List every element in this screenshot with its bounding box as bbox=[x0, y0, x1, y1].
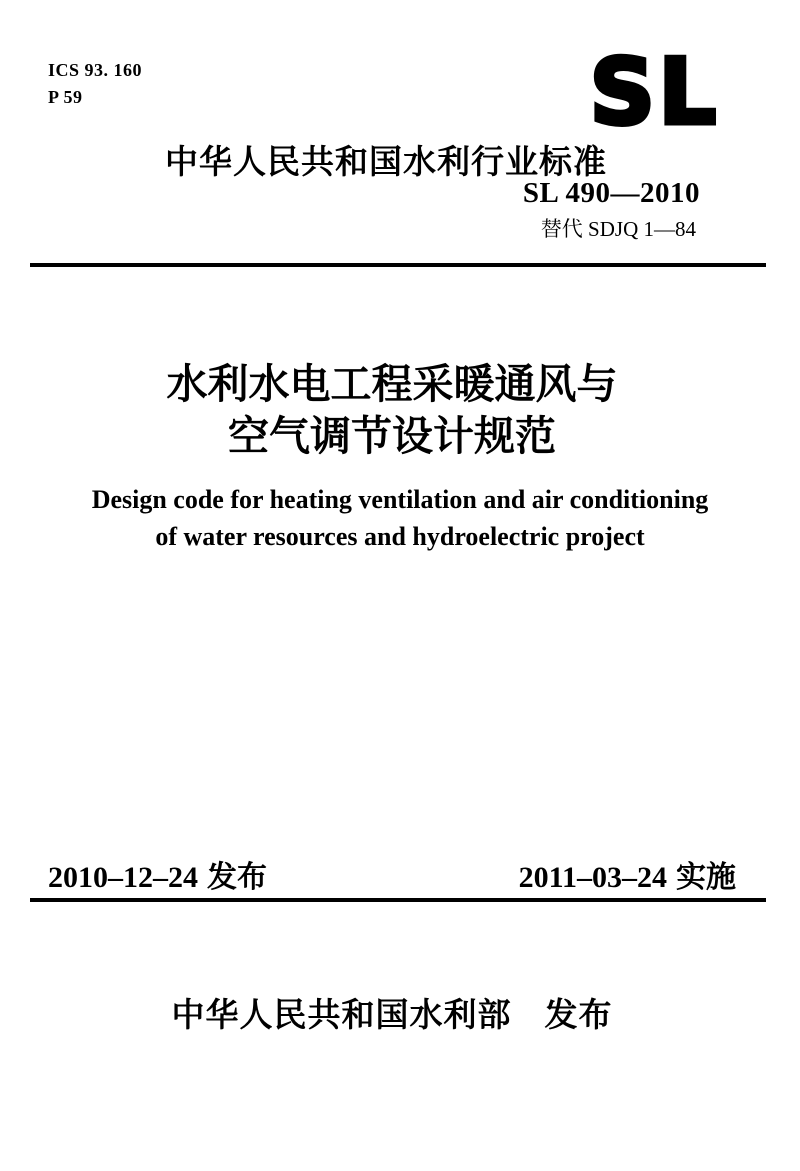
classification-code: P 59 bbox=[48, 87, 83, 107]
chinese-title-line2: 空气调节设计规范 bbox=[228, 413, 556, 459]
implement-date-label: 实施 bbox=[676, 861, 736, 894]
english-title-line1: Design code for heating ventilation and air conditioning bbox=[91, 485, 709, 514]
replaces-note: 替代 SDJQ 1—84 bbox=[540, 217, 696, 241]
top-divider-rule bbox=[30, 263, 766, 267]
sl-logo: SL bbox=[589, 40, 720, 145]
issue-date: 2010–12–24 bbox=[48, 861, 198, 894]
ics-classification-block bbox=[48, 57, 142, 111]
english-title bbox=[0, 481, 800, 555]
standard-type-heading: 中华人民共和国水利行业标准 bbox=[165, 143, 607, 180]
dates-row bbox=[48, 852, 736, 896]
chinese-title bbox=[0, 358, 784, 462]
publisher-action: 发布 bbox=[544, 996, 613, 1033]
chinese-title-line1: 水利水电工程采暖通风与 bbox=[166, 361, 618, 407]
publisher-line bbox=[0, 989, 784, 1036]
bottom-divider-rule bbox=[30, 898, 766, 902]
english-title-line2: of water resources and hydroelectric project bbox=[155, 522, 645, 551]
publisher-name: 中华人民共和国水利部 bbox=[171, 996, 512, 1033]
ics-code: ICS 93. 160 bbox=[48, 60, 143, 80]
issue-date-group bbox=[48, 852, 267, 896]
standard-number: SL 490—2010 bbox=[522, 177, 700, 209]
implement-date-group bbox=[519, 852, 736, 896]
implement-date: 2011–03–24 bbox=[518, 861, 667, 894]
issue-date-label: 发布 bbox=[207, 861, 267, 894]
